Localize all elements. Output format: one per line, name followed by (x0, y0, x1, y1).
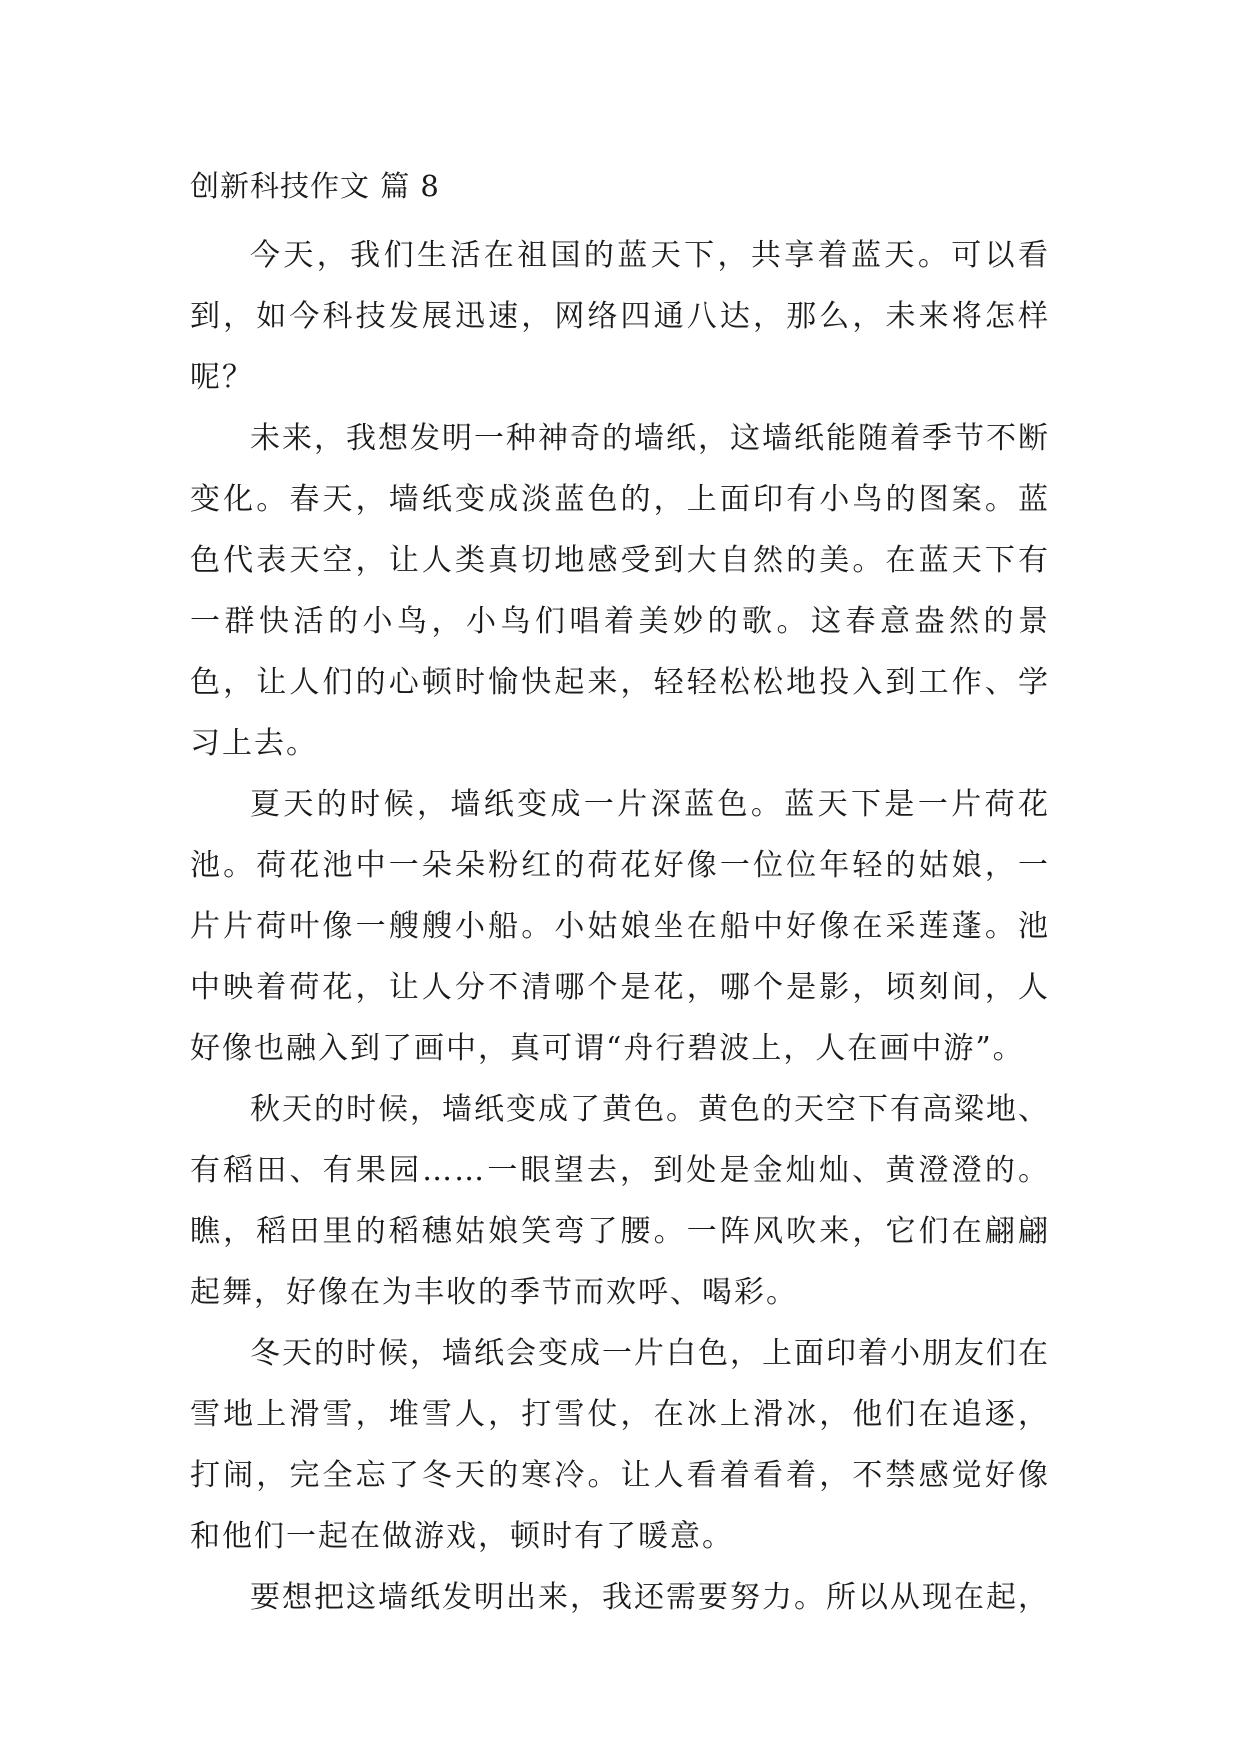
paragraph-autumn: 秋天的时候，墙纸变成了黄色。黄色的天空下有高粱地、有稻田、有果园……一眼望去，到处是金灿灿、黄澄澄的。瞧，稻田里的稻穗姑娘笑弯了腰。一阵风吹来，它们在翩翩起舞，好像在为丰收的季节而欢呼、喝彩。 (190, 1092, 1050, 1310)
paragraph-summer: 夏天的时候，墙纸变成一片深蓝色。蓝天下是一片荷花池。荷花池中一朵朵粉红的荷花好像一位位年轻的姑娘，一片片荷叶像一艘艘小船。小姑娘坐在船中好像在采莲蓬。池中映着荷花，让人分不清哪个是花，哪个是影，顷刻间，人好像也融入到了画中，真可谓“舟行碧波上，人在画中游”。 (190, 787, 1050, 1066)
paragraph-intro: 今天，我们生活在祖国的蓝天下，共享着蓝天。可以看到，如今科技发展迅速，网络四通八达，那么，未来将怎样呢？ (190, 238, 1050, 395)
paragraph-winter: 冬天的时候，墙纸会变成一片白色，上面印着小朋友们在雪地上滑雪，堆雪人，打雪仗，在冰上滑冰，他们在追逐，打闹，完全忘了冬天的寒冷。让人看着看着，不禁感觉好像和他们一起在做游戏，顿时有了暖意。 (190, 1336, 1050, 1554)
paragraph-closing: 要想把这墙纸发明出来，我还需要努力。所以从现在起， (250, 1580, 1050, 1615)
document-title: 创新科技作文 篇 8 (190, 169, 440, 203)
document-body (190, 165, 1050, 1628)
paragraph-spring: 未来，我想发明一种神奇的墙纸，这墙纸能随着季节不断变化。春天，墙纸变成淡蓝色的，上面印有小鸟的图案。蓝色代表天空，让人类真切地感受到大自然的美。在蓝天下有一群快活的小鸟，小鸟们唱着美妙的歌。这春意盎然的景色，让人们的心顿时愉快起来，轻轻松松地投入到工作、学习上去。 (190, 421, 1050, 761)
